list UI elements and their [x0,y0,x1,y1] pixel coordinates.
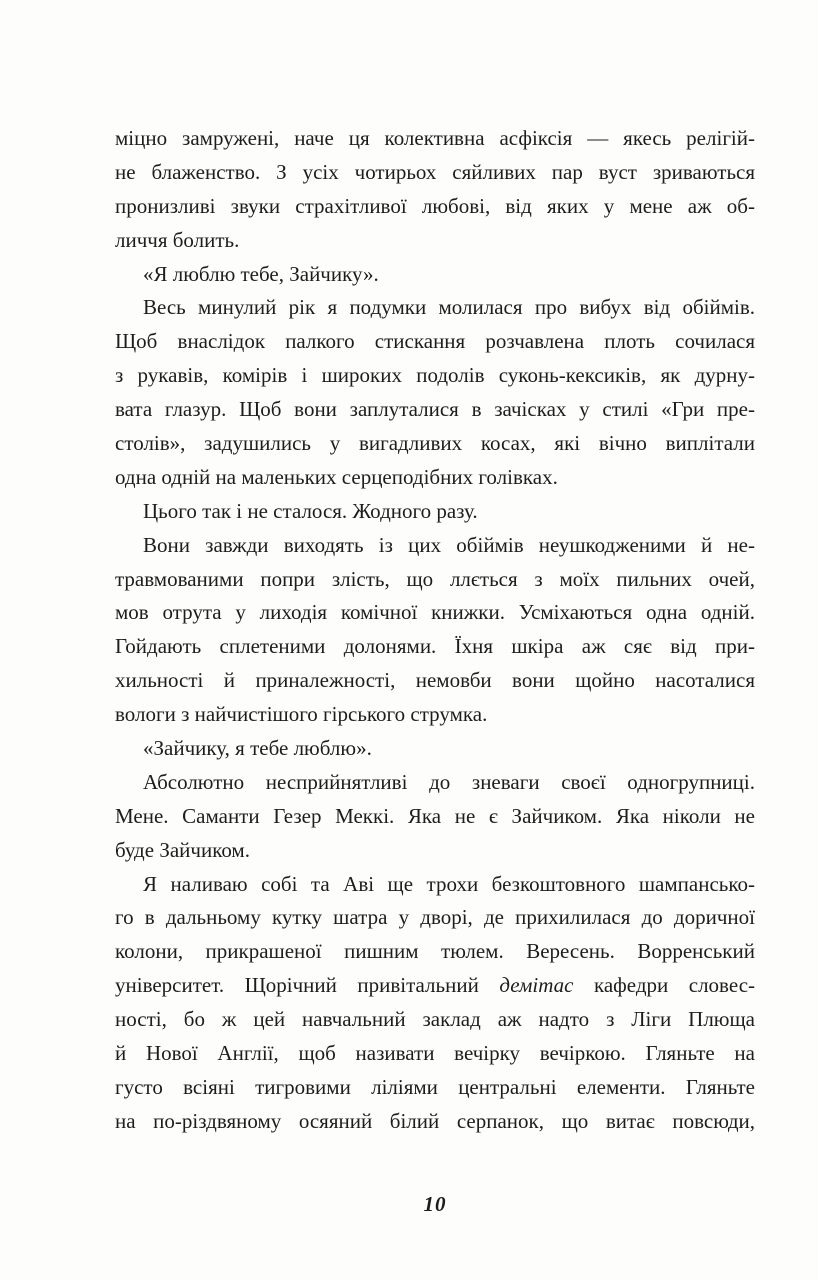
text-line [115,461,755,495]
text-run: не блаженство. З усіх чотирьох сяйливих пар вуст зриваються [115,159,755,184]
text-line [115,630,755,664]
text-line [115,868,755,902]
text-line [115,563,755,597]
text-run: травмованими попри злість, що ллється з моїх пильних очей, [115,566,755,591]
text-line [115,732,755,766]
text-run: вологи з найчистішого гірського струмка. [115,702,488,727]
text-run: густо всіяні тигровими ліліями центральні елементи. Гляньте [115,1074,755,1099]
text-run: буде Зайчиком. [115,837,250,862]
text-line [115,766,755,800]
text-run: мов отрута у лиходія комічної книжки. Усміхаються одна одній. [115,600,755,625]
text-line [115,122,755,156]
text-run: «Я люблю тебе, Зайчику». [143,261,379,286]
text-run: Я наливаю собі та Аві ще трохи безкоштовного шампансько- [143,871,755,896]
text-line [115,1003,755,1037]
text-line [115,1105,755,1139]
text-line [115,291,755,325]
text-line [115,935,755,969]
text-run: «Зайчику, я тебе люблю». [143,736,372,761]
text-line [115,664,755,698]
page-number: 10 [423,1192,447,1216]
text-run: колони, прикрашеної пишним тюлем. Вересень. Ворренський [115,939,755,964]
text-line [115,359,755,393]
text-run: Вони завжди виходять із цих обіймів неушкодженими й не- [143,532,755,557]
text-line [115,258,755,292]
italic-text-run: демітас [499,973,574,998]
text-line [115,156,755,190]
text-run: Гойдають сплетеними долонями. Їхня шкіра аж сяє від при- [115,634,755,659]
text-run: личчя болить. [115,227,240,252]
text-line [115,325,755,359]
text-run: Щоб внаслідок палкого стискання розчавлена плоть сочилася [115,329,755,354]
text-line [115,834,755,868]
text-run: Мене. Саманти Гезер Меккі. Яка не є Зайчиком. Яка ніколи не [115,803,755,828]
text-line [115,495,755,529]
text-line [115,529,755,563]
text-run: й Нової Англії, щоб називати вечірку вечіркою. Гляньте на [115,1041,755,1066]
text-run: міцно замружені, наче ця колективна асфіксія — якесь релігій- [115,126,755,150]
text-block [115,122,755,1139]
text-line [115,969,755,1003]
text-run: університет. Щорічний привітальний [115,973,500,998]
text-run: хильності й приналежності, немовби вони щойно насоталися [115,668,755,693]
text-line [115,190,755,224]
text-line [115,1071,755,1105]
text-run: Цього так і не сталося. Жодного разу. [143,498,478,523]
text-run: Весь минулий рік я подумки молилася про вибух від обіймів. [143,295,755,320]
text-line [115,596,755,630]
text-line [115,427,755,461]
text-line [115,698,755,732]
text-run: пронизливі звуки страхітливої любові, від яких у мене аж об- [115,193,755,218]
text-line [115,393,755,427]
text-line [115,224,755,258]
text-line [115,1037,755,1071]
text-line [115,901,755,935]
text-run: вата глазур. Щоб вони заплуталися в зачісках у стилі «Гри пре- [115,397,755,422]
text-run: столів», задушились у вигадливих косах, які вічно виплітали [115,431,755,456]
text-line [115,800,755,834]
text-run: на по-різдвяному осяяний білий серпанок, що витає повсюди, [115,1108,755,1133]
text-run: кафедри словес- [573,973,756,998]
text-run: одна одній на маленьких серцеподібних голівках. [115,464,558,489]
text-run: Абсолютно несприйнятливі до зневаги своєї одногрупниці. [143,769,755,794]
text-run: з рукавів, комірів і широких подолів суконь-кексиків, як дурну- [115,363,755,388]
text-run: ності, бо ж цей навчальний заклад аж надто з Ліги Плюща [115,1007,755,1032]
text-run: го в дальньому кутку шатра у дворі, де прихилилася до доричної [115,905,755,930]
